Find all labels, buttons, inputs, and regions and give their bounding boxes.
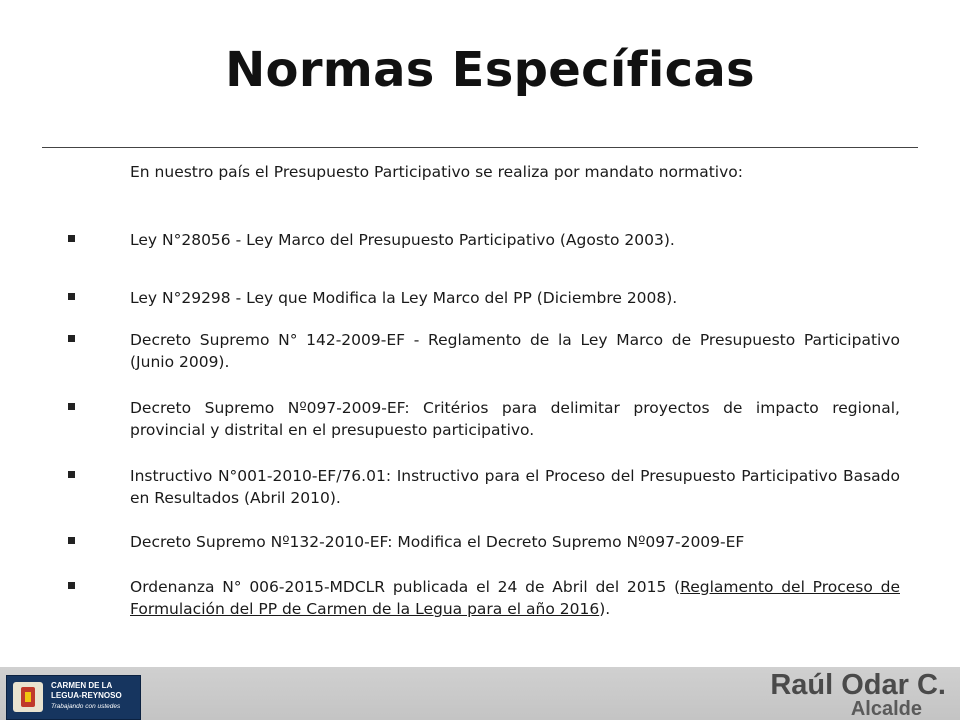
intro-text: En nuestro país el Presupuesto Participativo se realiza por mandato normativo: bbox=[130, 163, 743, 181]
page-title: Normas Específicas bbox=[225, 42, 755, 98]
list-item-text bbox=[130, 576, 900, 620]
logo-slogan: Trabajando con ustedes bbox=[51, 703, 121, 710]
logo-line-1: CARMEN DE LA bbox=[51, 681, 113, 690]
ordinance-text-end: ). bbox=[599, 600, 611, 618]
square-bullet-icon bbox=[68, 235, 75, 242]
coat-of-arms-icon bbox=[13, 682, 43, 712]
list-item-text: Decreto Supremo Nº132-2010-EF: Modifica el Decreto Supremo Nº097-2009-EF bbox=[130, 533, 745, 551]
footer-bar bbox=[0, 667, 960, 720]
ordinance-text: Ordenanza N° 006-2015-MDCLR publicada el 24 de Abril del 2015 ( bbox=[130, 578, 681, 596]
ordinance-link[interactable]: Reglamento del Proceso de Formulación del PP de Carmen de la Legua para el año 2016 bbox=[130, 578, 900, 618]
square-bullet-icon bbox=[68, 537, 75, 544]
municipality-logo bbox=[6, 675, 141, 720]
list-item-text: Ley N°28056 - Ley Marco del Presupuesto Participativo (Agosto 2003). bbox=[130, 231, 675, 249]
list-item-text: Decreto Supremo Nº097-2009-EF: Critérios para delimitar proyectos de impacto regional, provincial y distrital en el presupuesto participativo. bbox=[130, 399, 900, 439]
square-bullet-icon bbox=[68, 335, 75, 342]
list-item-text: Ley N°29298 - Ley que Modifica la Ley Marco del PP (Diciembre 2008). bbox=[130, 289, 678, 307]
square-bullet-icon bbox=[68, 293, 75, 300]
square-bullet-icon bbox=[68, 582, 75, 589]
mayor-role: Alcalde bbox=[850, 698, 922, 720]
list-item-text: Decreto Supremo N° 142-2009-EF - Reglamento de la Ley Marco de Presupuesto Participativo (Junio 2009). bbox=[130, 331, 900, 371]
title-divider bbox=[42, 147, 918, 148]
square-bullet-icon bbox=[68, 471, 75, 478]
list-item-text: Instructivo N°001-2010-EF/76.01: Instructivo para el Proceso del Presupuesto Participativo Basado en Resultados (Abril 2010). bbox=[130, 467, 900, 507]
logo-line-2: LEGUA-REYNOSO bbox=[51, 691, 122, 700]
square-bullet-icon bbox=[68, 403, 75, 410]
mayor-name: Raúl Odar C. bbox=[770, 669, 946, 701]
